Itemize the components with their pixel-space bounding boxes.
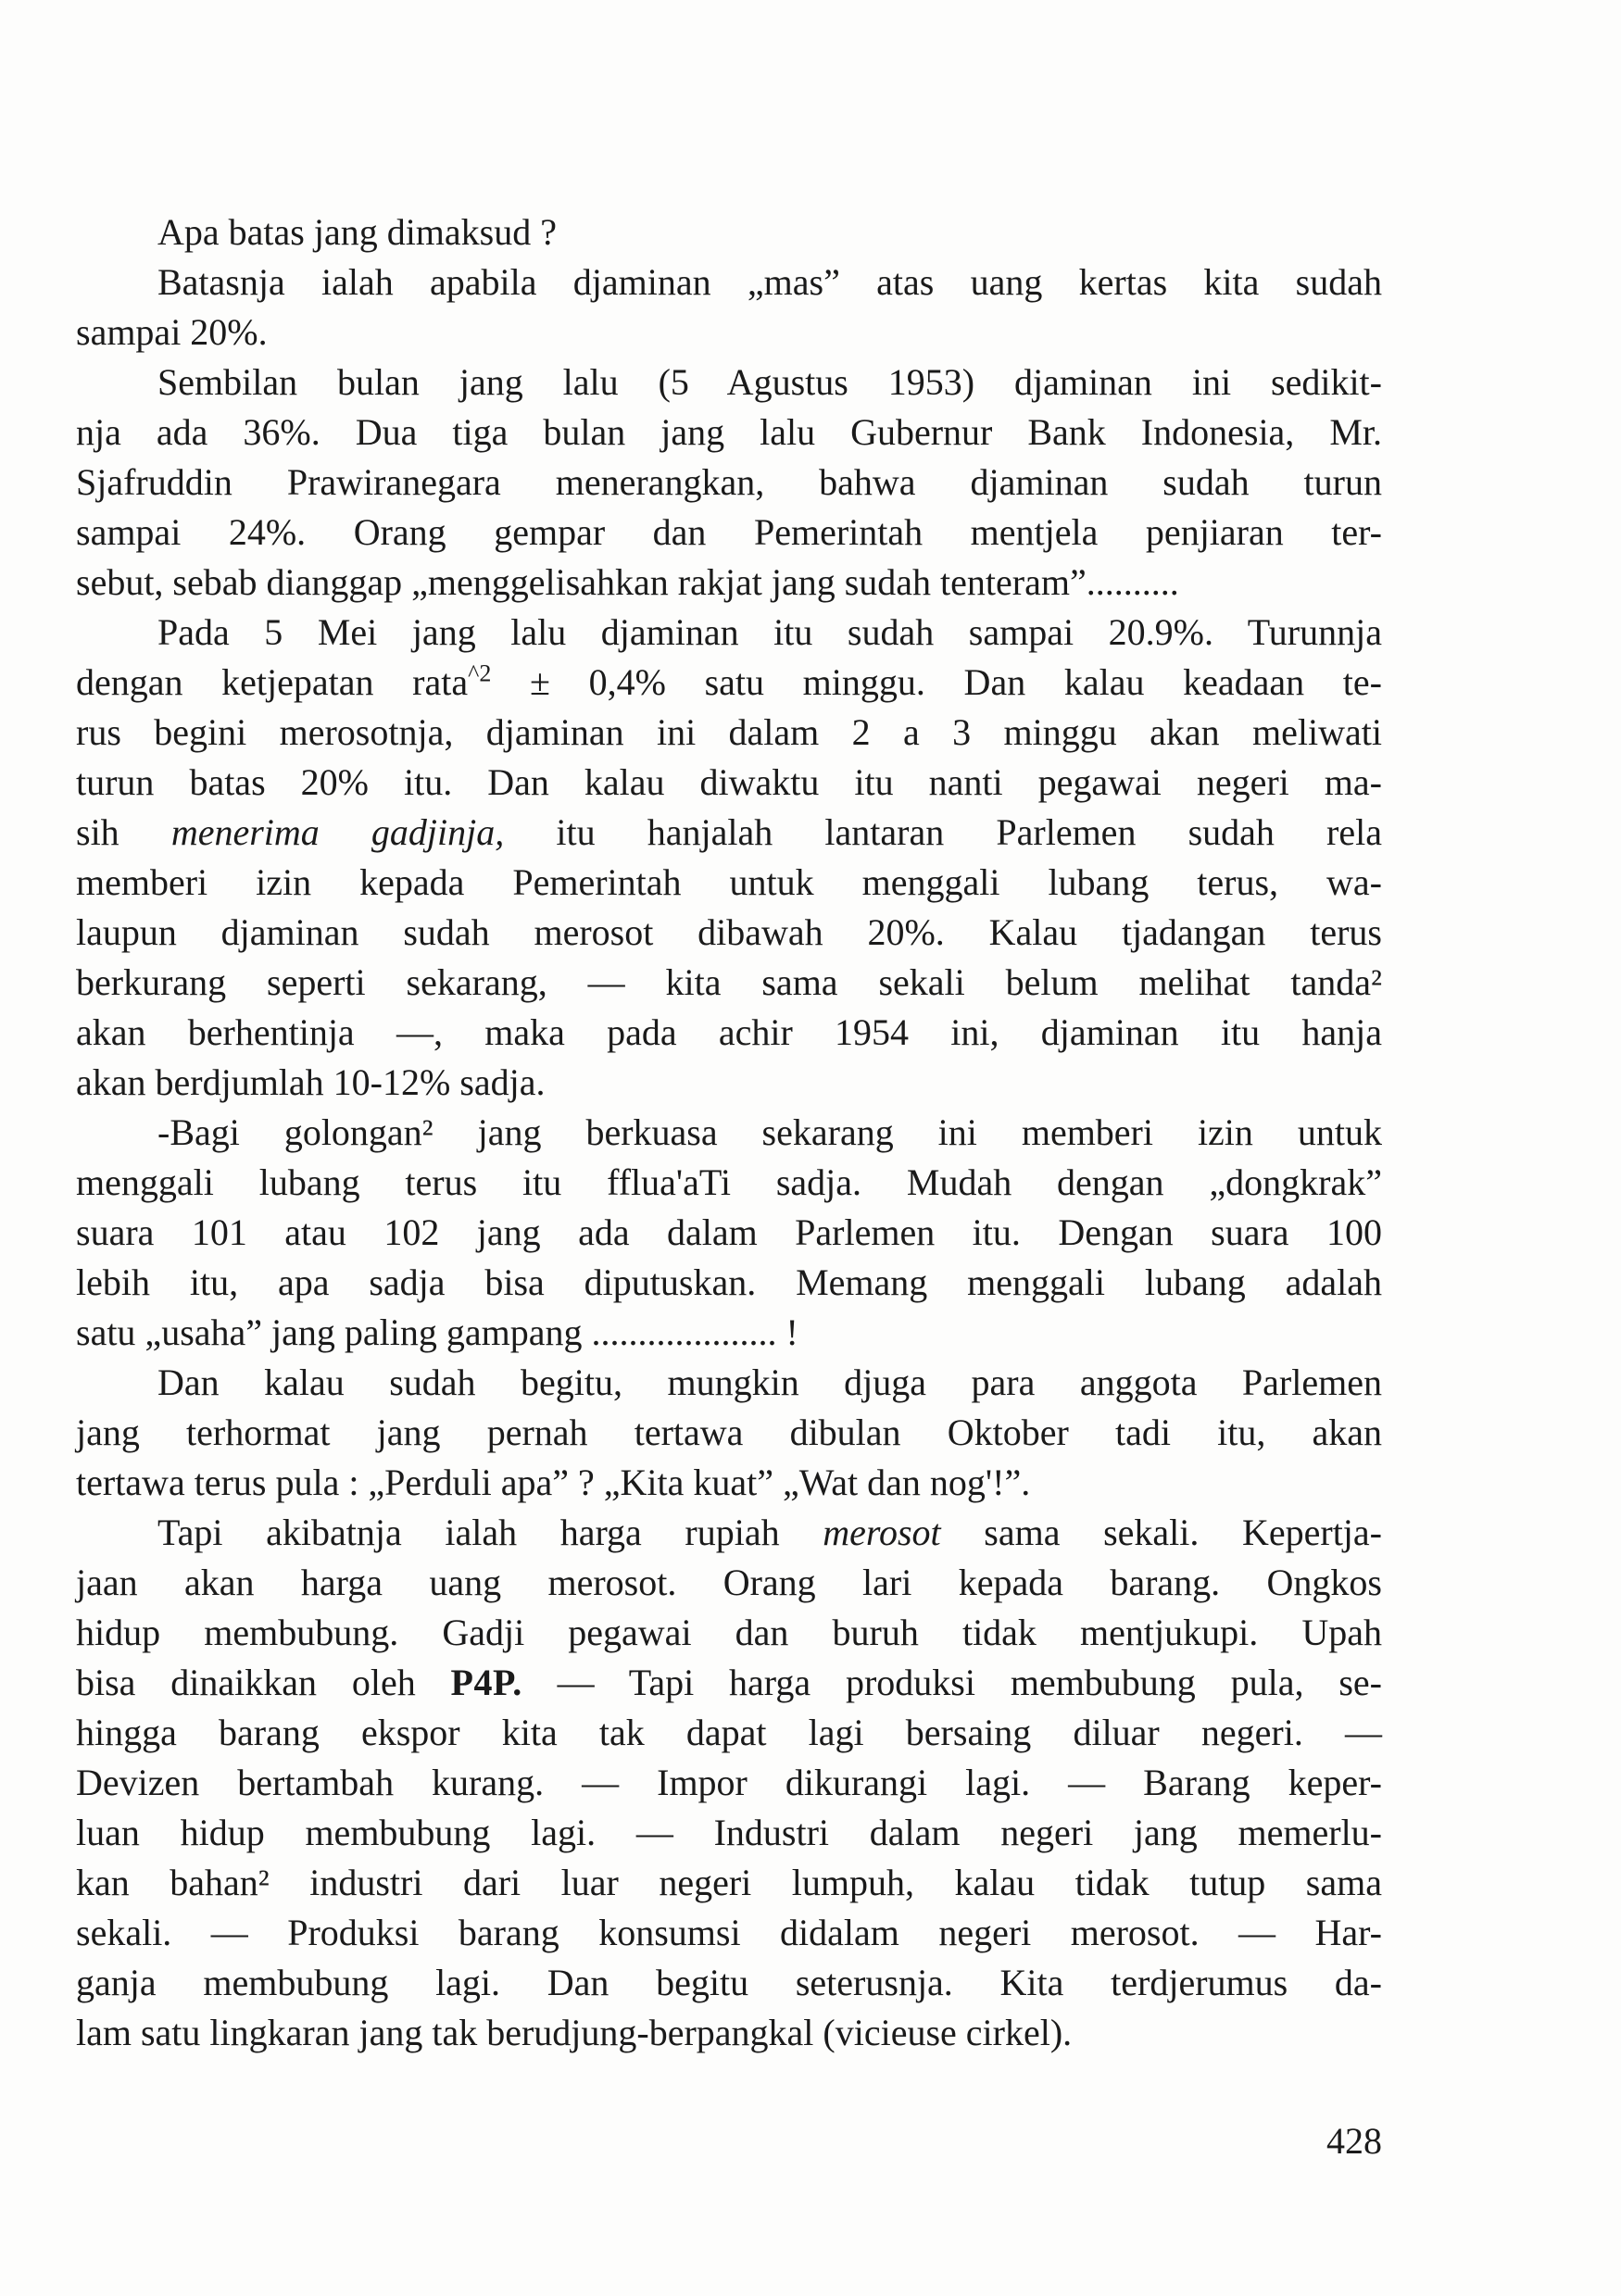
text-segment: kan bahan² industri dari luar negeri lumpuh, kalau tidak tutup sama bbox=[76, 1862, 1382, 1903]
text-segment: suara 101 atau 102 jang ada dalam Parlemen itu. Dengan suara 100 bbox=[76, 1211, 1382, 1253]
text-segment: Pada 5 Mei jang lalu djaminan itu sudah sampai 20.9%. Turunnja bbox=[157, 611, 1382, 653]
text-segment: dengan ketjepatan rata bbox=[76, 661, 469, 703]
text-line bbox=[76, 758, 1382, 808]
text-line bbox=[76, 1958, 1382, 2008]
text-line bbox=[76, 1808, 1382, 1858]
text-segment: Dan kalau sudah begitu, mungkin djuga para anggota Parlemen bbox=[157, 1361, 1382, 1403]
text-segment: satu „usaha” jang paling gampang .................... ! bbox=[76, 1311, 798, 1353]
text-segment: jaan akan harga uang merosot. Orang lari kepada barang. Ongkos bbox=[76, 1562, 1382, 1603]
text-segment: sebut, sebab dianggap „menggelisahkan rakjat jang sudah tenteram”.......... bbox=[76, 561, 1179, 603]
text-segment: ganja membubung lagi. Dan begitu seterusnja. Kita terdjerumus da- bbox=[76, 1962, 1382, 2003]
text-segment: Apa batas jang dimaksud ? bbox=[157, 211, 557, 253]
text-line bbox=[76, 958, 1382, 1008]
text-block bbox=[76, 207, 1382, 2058]
text-line bbox=[76, 207, 1382, 257]
paragraph bbox=[76, 257, 1382, 358]
page-number: 428 bbox=[1326, 2120, 1382, 2162]
text-segment: akan berdjumlah 10-12% sadja. bbox=[76, 1061, 546, 1103]
paragraph bbox=[76, 1108, 1382, 1358]
text-segment: Devizen bertambah kurang. — Impor dikurangi lagi. — Barang keper- bbox=[76, 1762, 1382, 1803]
text-line bbox=[76, 1108, 1382, 1158]
text-segment-italic: merosot bbox=[823, 1512, 941, 1553]
text-segment-italic: menerima gadjinja, bbox=[170, 811, 505, 853]
text-segment: turun batas 20% itu. Dan kalau diwaktu itu nanti pegawai negeri ma- bbox=[76, 761, 1382, 803]
text-line bbox=[76, 358, 1382, 408]
paragraph bbox=[76, 207, 1382, 257]
text-line bbox=[76, 858, 1382, 908]
text-line bbox=[76, 808, 1382, 858]
text-line bbox=[76, 1758, 1382, 1808]
text-line bbox=[76, 1308, 1382, 1358]
text-segment: menggali lubang terus itu fflua'aTi sadja. Mudah dengan „dongkrak” bbox=[76, 1161, 1382, 1203]
text-segment: nja ada 36%. Dua tiga bulan jang lalu Gubernur Bank Indonesia, Mr. bbox=[76, 411, 1382, 453]
text-segment: Sembilan bulan jang lalu (5 Agustus 1953) djaminan ini sedikit- bbox=[157, 361, 1382, 403]
text-line bbox=[76, 1708, 1382, 1758]
text-segment: lam satu lingkaran jang tak berudjung-berpangkal (vicieuse cirkel). bbox=[76, 2012, 1073, 2053]
text-segment: sekali. — Produksi barang konsumsi didalam negeri merosot. — Har- bbox=[76, 1912, 1382, 1953]
text-line bbox=[76, 908, 1382, 958]
text-segment: bisa dinaikkan oleh bbox=[76, 1662, 451, 1703]
text-segment: Tapi akibatnja ialah harga rupiah bbox=[157, 1512, 823, 1553]
text-line bbox=[76, 458, 1382, 508]
text-segment-bold: P4P. bbox=[450, 1662, 522, 1703]
text-segment: berkurang seperti sekarang, — kita sama sekali belum melihat tanda² bbox=[76, 961, 1382, 1003]
text-line bbox=[76, 1508, 1382, 1558]
text-line bbox=[76, 1158, 1382, 1208]
text-line bbox=[76, 1858, 1382, 1908]
text-segment: sampai 20%. bbox=[76, 311, 268, 353]
text-line bbox=[76, 558, 1382, 608]
text-segment: -Bagi golongan² jang berkuasa sekarang ini memberi izin untuk bbox=[157, 1111, 1382, 1153]
text-line bbox=[76, 1408, 1382, 1458]
text-line bbox=[76, 1208, 1382, 1258]
paragraph bbox=[76, 1508, 1382, 2058]
text-segment: luan hidup membubung lagi. — Industri dalam negeri jang memerlu- bbox=[76, 1812, 1382, 1853]
text-segment: akan berhentinja —, maka pada achir 1954 ini, djaminan itu hanja bbox=[76, 1011, 1382, 1053]
text-line bbox=[76, 1358, 1382, 1408]
text-line bbox=[76, 708, 1382, 758]
text-line bbox=[76, 1258, 1382, 1308]
text-segment: ± 0,4% satu minggu. Dan kalau keadaan te- bbox=[491, 661, 1382, 703]
text-line bbox=[76, 307, 1382, 358]
text-segment: — Tapi harga produksi membubung pula, se- bbox=[521, 1662, 1382, 1703]
text-line bbox=[76, 608, 1382, 658]
text-segment: memberi izin kepada Pemerintah untuk menggali lubang terus, wa- bbox=[76, 861, 1382, 903]
text-segment: laupun djaminan sudah merosot dibawah 20%. Kalau tjadangan terus bbox=[76, 911, 1382, 953]
text-line bbox=[76, 508, 1382, 558]
text-line bbox=[76, 1908, 1382, 1958]
text-segment: rus begini merosotnja, djaminan ini dalam 2 a 3 minggu akan meliwati bbox=[76, 711, 1382, 753]
paragraph bbox=[76, 608, 1382, 1108]
text-segment: tertawa terus pula : „Perduli apa” ? „Kita kuat” „Wat dan nog'!”. bbox=[76, 1462, 1031, 1503]
text-segment: Sjafruddin Prawiranegara menerangkan, bahwa djaminan sudah turun bbox=[76, 461, 1382, 503]
text-segment: sampai 24%. Orang gempar dan Pemerintah mentjela penjiaran ter- bbox=[76, 511, 1382, 553]
text-line bbox=[76, 408, 1382, 458]
text-line bbox=[76, 1608, 1382, 1658]
text-segment: Batasnja ialah apabila djaminan „mas” atas uang kertas kita sudah bbox=[157, 261, 1382, 303]
text-segment: hingga barang ekspor kita tak dapat lagi bersaing diluar negeri. — bbox=[76, 1712, 1382, 1753]
text-segment: sama sekali. Kepertja- bbox=[940, 1512, 1382, 1553]
text-line bbox=[76, 1008, 1382, 1058]
text-segment-sup: ^2 bbox=[468, 659, 492, 687]
paragraph bbox=[76, 358, 1382, 608]
text-segment: lebih itu, apa sadja bisa diputuskan. Memang menggali lubang adalah bbox=[76, 1261, 1382, 1303]
text-line bbox=[76, 1558, 1382, 1608]
text-line bbox=[76, 2008, 1382, 2058]
text-segment: itu hanjalah lantaran Parlemen sudah rela bbox=[504, 811, 1382, 853]
text-segment: hidup membubung. Gadji pegawai dan buruh tidak mentjukupi. Upah bbox=[76, 1612, 1382, 1653]
text-line bbox=[76, 1458, 1382, 1508]
text-segment: jang terhormat jang pernah tertawa dibulan Oktober tadi itu, akan bbox=[76, 1411, 1382, 1453]
text-line bbox=[76, 1058, 1382, 1108]
paragraph bbox=[76, 1358, 1382, 1508]
text-segment: sih bbox=[76, 811, 171, 853]
text-line bbox=[76, 257, 1382, 307]
text-line bbox=[76, 1658, 1382, 1708]
text-line bbox=[76, 658, 1382, 708]
